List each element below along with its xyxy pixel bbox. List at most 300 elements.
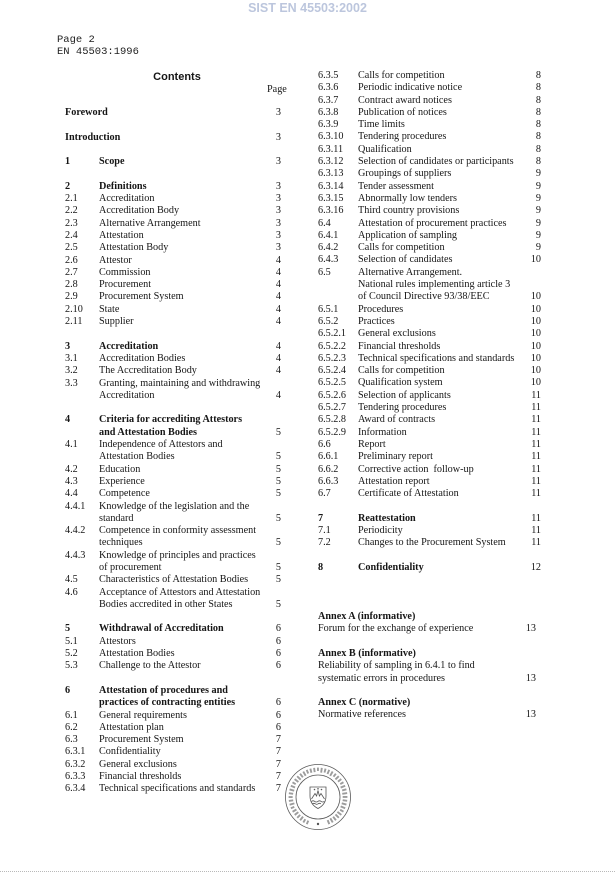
toc-entry-line — [318, 513, 541, 525]
seal-inner-ring — [296, 775, 340, 819]
page-number: 10 — [530, 352, 541, 364]
toc-subsection-entry — [65, 550, 281, 575]
toc-entry-line — [318, 365, 541, 377]
page-number: 9 — [535, 242, 541, 254]
subsection-number: 6.3.10 — [318, 131, 344, 143]
subsection-number: 5.3 — [65, 660, 78, 672]
seal-letter-mark — [342, 788, 347, 791]
page-number: 8 — [535, 82, 541, 94]
toc-entry-line — [318, 156, 541, 168]
toc-entry-line — [65, 316, 281, 328]
toc-entry-line — [318, 476, 541, 488]
page-number: 13 — [525, 623, 536, 635]
toc-entry-line — [65, 550, 281, 562]
toc-entry-line — [65, 107, 281, 119]
subsection-title: Groupings of suppliers — [358, 168, 452, 180]
subsection-title: Information — [358, 426, 407, 438]
toc-subsection-entry — [65, 525, 281, 550]
seal-letter-mark — [292, 782, 296, 785]
toc-section — [65, 156, 281, 168]
page-number: 8 — [535, 156, 541, 168]
annex-title: systematic errors in procedures — [318, 672, 446, 684]
toc-subsection-entry — [318, 181, 541, 193]
toc-entry-line — [65, 648, 281, 660]
subsection-title: General exclusions — [358, 328, 436, 340]
page-number: 8 — [535, 143, 541, 155]
section-title: Accreditation — [99, 340, 159, 352]
subsection-number: 4.4.2 — [65, 525, 86, 537]
section-title: practices of contracting entities — [99, 697, 236, 709]
seal-wave — [313, 803, 321, 804]
section-title: Foreword — [65, 107, 108, 118]
annex-title: Normative references — [318, 709, 406, 721]
page-number: 11 — [531, 463, 541, 475]
subsection-title: The Accreditation Body — [99, 365, 197, 377]
subsection-title: Selection of applicants — [358, 389, 451, 401]
toc-entry-line — [65, 562, 281, 574]
toc-subsection-entry — [65, 230, 281, 242]
toc-entry-line — [65, 476, 281, 488]
toc-entry-line — [65, 365, 281, 377]
page-number: 3 — [275, 205, 281, 217]
toc-subsection-entry — [318, 390, 541, 402]
page-number: 3 — [275, 180, 281, 192]
toc-section-heading — [65, 623, 281, 635]
toc-section — [318, 562, 541, 574]
subsection-number: 6.5.2.6 — [318, 389, 347, 401]
toc-subsection-entry — [65, 783, 281, 795]
toc-subsection-entry — [318, 439, 541, 451]
toc-subsection-entry — [318, 230, 541, 242]
page-number: 9 — [535, 205, 541, 217]
subsection-title: Attestation plan — [99, 721, 164, 733]
toc-entry-line — [65, 390, 281, 402]
seal-star — [321, 789, 323, 791]
toc-subsection-entry — [65, 255, 281, 267]
page-number: 5 — [275, 426, 281, 438]
annex-entry — [318, 697, 541, 722]
page-number: 11 — [531, 512, 541, 524]
subsection-title: Financial thresholds — [358, 340, 441, 352]
page-number: 11 — [531, 475, 541, 487]
section-title: Reattestation — [358, 512, 416, 524]
subsection-title: Corrective action follow-up — [358, 463, 474, 475]
seal-letter-mark — [299, 773, 303, 778]
subsection-title: standard — [99, 512, 134, 524]
toc-subsection-entry — [65, 353, 281, 365]
annex-title: Reliability of sampling in 6.4.1 to find — [318, 660, 475, 672]
subsection-title: Alternative Arrangement. — [358, 266, 463, 278]
subsection-number: 6.4.3 — [318, 254, 339, 266]
section-title: Definitions — [99, 180, 147, 192]
subsection-title: Practices — [358, 315, 395, 327]
seal-letter-mark — [324, 768, 327, 772]
page-number: 5 — [275, 537, 281, 549]
section-number: 3 — [65, 340, 71, 352]
toc-subsection-entry — [318, 316, 541, 328]
toc-section — [318, 513, 541, 550]
subsection-title: Procurement System — [99, 291, 184, 303]
toc-entry-line — [65, 636, 281, 648]
page-number: 3 — [275, 217, 281, 229]
toc-section-heading — [65, 414, 281, 439]
subsection-number: 2.6 — [65, 254, 78, 266]
annex-entry — [318, 611, 541, 636]
toc-entry-line — [318, 451, 541, 463]
toc-entry-line — [318, 648, 541, 660]
toc-entry-line — [65, 734, 281, 746]
toc-entry-line — [65, 464, 281, 476]
subsection-title: Calls for competition — [358, 70, 445, 81]
toc-entry-line — [318, 242, 541, 254]
page-number: 4 — [275, 279, 281, 291]
page-number: 11 — [531, 488, 541, 500]
toc-entry-line — [65, 525, 281, 537]
page-number: 4 — [275, 316, 281, 328]
subsection-title: Attestation Bodies — [99, 451, 175, 463]
seal-letter-mark — [299, 816, 303, 821]
subsection-title: Attestor — [99, 254, 132, 266]
seal-letter-mark — [340, 785, 345, 789]
subsection-number: 6.7 — [318, 488, 331, 500]
subsection-title: Time limits — [358, 119, 405, 131]
page-number: 6 — [275, 721, 281, 733]
subsection-number: 2.2 — [65, 205, 78, 217]
page-column-label: Page — [267, 84, 287, 95]
toc-entry-line — [318, 107, 541, 119]
toc-entry-line — [65, 722, 281, 734]
subsection-title: Certificate of Attestation — [358, 488, 459, 500]
subsection-title: of procurement — [99, 561, 162, 573]
subsection-number: 4.1 — [65, 439, 78, 451]
annex-title: Forum for the exchange of experience — [318, 623, 474, 635]
page-number: 7 — [275, 746, 281, 758]
subsection-number: 6.3.15 — [318, 192, 344, 204]
toc-subsection-entry — [318, 168, 541, 180]
page-number: 7 — [275, 758, 281, 770]
seal-letter-mark — [335, 814, 340, 819]
section-title: Confidentiality — [358, 561, 424, 573]
subsection-title: Preliminary report — [358, 451, 433, 463]
seal-star — [317, 788, 319, 790]
subsection-number: 6.5.2 — [318, 315, 339, 327]
section-title: Attestation of procedures and — [99, 684, 228, 696]
seal-letter-mark — [289, 796, 293, 798]
toc-entry-line — [318, 673, 541, 685]
subsection-number: 7.1 — [318, 524, 331, 536]
page-number: 4 — [275, 365, 281, 377]
subsection-title: Supplier — [99, 316, 134, 328]
page-number: 10 — [530, 328, 541, 340]
subsection-title: Publication of notices — [358, 106, 447, 118]
subsection-number: 6.5.2.1 — [318, 328, 347, 340]
page-number: 5 — [275, 561, 281, 573]
subsection-title: Competence — [99, 488, 150, 500]
seal-letter-mark — [292, 809, 297, 813]
section-number: 6 — [65, 684, 71, 696]
page-label: Page 2 — [57, 34, 95, 46]
subsection-title: Competence in conformity assessment — [99, 525, 257, 537]
seal-bottom-star — [317, 823, 319, 825]
subsection-number: 4.2 — [65, 463, 78, 475]
toc-entry-line — [65, 574, 281, 586]
toc-subsection-entry — [65, 218, 281, 230]
toc-subsection-entry — [65, 242, 281, 254]
toc-entry-line — [318, 377, 541, 389]
seal-letter-mark — [327, 820, 330, 825]
subsection-title: Characteristics of Attestation Bodies — [99, 574, 249, 586]
subsection-number: 6.2 — [65, 721, 78, 733]
page-number: 9 — [535, 180, 541, 192]
toc-entry-line — [65, 623, 281, 635]
seal-letter-mark — [337, 778, 341, 782]
toc-subsection-entry — [318, 341, 541, 353]
subsection-number: 6.3.5 — [318, 70, 339, 81]
page-number: 3 — [275, 193, 281, 205]
page-number: 8 — [535, 70, 541, 81]
subsection-title: Periodic indicative notice — [358, 82, 463, 94]
seal-letter-mark — [290, 806, 294, 809]
toc-entry-line — [65, 746, 281, 758]
toc-subsection-entry — [65, 267, 281, 279]
toc-subsection-entry — [318, 242, 541, 254]
seal-letter-mark — [309, 768, 312, 773]
toc-entry-line — [318, 304, 541, 316]
toc-subsection-entry — [318, 70, 541, 82]
subsection-number: 6.3.11 — [318, 143, 344, 155]
toc-entry-line — [318, 353, 541, 365]
subsection-number: 4.6 — [65, 586, 78, 598]
page-number: 3 — [275, 229, 281, 241]
toc-subsection-entry — [318, 82, 541, 94]
seal-letter-mark — [343, 799, 348, 801]
subsection-title: Abnormally low tenders — [358, 192, 458, 204]
toc-entry-line — [318, 168, 541, 180]
toc-entry-line — [318, 230, 541, 242]
page-number: 4 — [275, 266, 281, 278]
subsection-title: Third country provisions — [358, 205, 460, 217]
subsection-number: 2.5 — [65, 242, 78, 254]
toc-subsection-entry — [65, 464, 281, 476]
toc-section-heading — [65, 156, 281, 168]
section-number: 7 — [318, 512, 324, 524]
toc-entry-line — [318, 464, 541, 476]
subsection-number: 6.5.2.2 — [318, 340, 347, 352]
seal-letter-mark — [340, 805, 345, 809]
toc-entry-line — [65, 193, 281, 205]
page-number: 8 — [535, 106, 541, 118]
subsection-number: 6.3.2 — [65, 758, 86, 770]
subsection-title: Financial thresholds — [99, 771, 182, 783]
toc-entry-line — [318, 205, 541, 217]
seal-letter-mark — [289, 792, 294, 794]
page-number: 6 — [275, 697, 281, 709]
toc-entry-line — [65, 353, 281, 365]
subsection-title: Knowledge of principles and practices — [99, 549, 256, 561]
seal-letter-mark — [327, 769, 330, 774]
subsection-title: Attestation — [99, 229, 144, 241]
seal-letter-mark — [303, 819, 307, 823]
subsection-title: Granting, maintaining and withdrawing — [99, 377, 261, 389]
toc-section — [318, 70, 541, 500]
page-number: 8 — [535, 131, 541, 143]
subsection-number: 6.3.1 — [65, 746, 86, 758]
subsection-number: 6.3.3 — [65, 771, 86, 783]
subsection-title: Attestation report — [358, 475, 430, 487]
toc-section — [65, 181, 281, 329]
toc-subsection-entry — [318, 464, 541, 476]
toc-entry-line — [65, 132, 281, 144]
page-number: 4 — [275, 303, 281, 315]
toc-entry-line — [65, 759, 281, 771]
page-number: 10 — [530, 315, 541, 327]
toc-subsection-entry — [318, 414, 541, 426]
toc-entry-line — [65, 771, 281, 783]
toc-section-heading — [65, 132, 281, 144]
subsection-number: 6.4 — [318, 217, 331, 229]
toc-section-heading — [318, 513, 541, 525]
subsection-number: 6.3.4 — [65, 783, 86, 795]
toc-entry-line — [65, 439, 281, 451]
subsection-number: 6.3.7 — [318, 94, 339, 106]
page-number: 13 — [525, 709, 536, 721]
page-number: 8 — [535, 119, 541, 131]
page-number: 6 — [275, 623, 281, 635]
subsection-number: 6.5.2.8 — [318, 414, 347, 426]
toc-entry-line — [65, 599, 281, 611]
toc-subsection-entry — [318, 95, 541, 107]
toc-entry-line — [318, 82, 541, 94]
subsection-number: 6.3.9 — [318, 119, 339, 131]
subsection-number: 6.6.2 — [318, 463, 339, 475]
page-number: 6 — [275, 709, 281, 721]
toc-subsection-entry — [318, 451, 541, 463]
seal-letter-mark — [294, 778, 299, 782]
subsection-title: Challenge to the Attestor — [99, 660, 201, 672]
toc-entry-line — [65, 414, 281, 426]
subsection-title: Changes to the Procurement System — [358, 537, 506, 549]
seal-letter-mark — [337, 811, 342, 816]
page-number: 11 — [531, 414, 541, 426]
subsection-title: Knowledge of the legislation and the — [99, 500, 250, 512]
subsection-title: Attestation Bodies — [99, 648, 175, 660]
page-number: 3 — [275, 107, 281, 118]
toc-section — [65, 414, 281, 611]
subsection-title: State — [99, 303, 120, 315]
subsection-number: 2.4 — [65, 229, 78, 241]
toc-entry-line — [65, 710, 281, 722]
subsection-number: 2.10 — [65, 303, 83, 315]
toc-subsection-entry — [318, 328, 541, 340]
toc-entry-line — [318, 537, 541, 549]
page-number: 10 — [530, 303, 541, 315]
toc-subsection-entry — [65, 636, 281, 648]
subsection-number: 6.4.2 — [318, 242, 339, 254]
subsection-title: Technical specifications and standards — [358, 352, 515, 364]
page-number: 11 — [531, 389, 541, 401]
subsection-title: Procedures — [358, 303, 404, 315]
toc-entry-line — [318, 119, 541, 131]
subsection-title: Selection of candidates — [358, 254, 453, 266]
subsection-number: 5.2 — [65, 648, 78, 660]
toc-entry-line — [65, 427, 281, 439]
toc-entry-line — [65, 501, 281, 513]
toc-entry-line — [65, 537, 281, 549]
toc-subsection-entry — [65, 439, 281, 464]
subsection-title: techniques — [99, 537, 143, 549]
toc-entry-line — [318, 525, 541, 537]
subsection-number: 2.1 — [65, 193, 78, 205]
subsection-number: 6.6 — [318, 438, 331, 450]
toc-entry-line — [318, 402, 541, 414]
toc-subsection-entry — [318, 537, 541, 549]
toc-right-column — [318, 70, 541, 722]
toc-subsection-entry — [318, 488, 541, 500]
toc-subsection-entry — [65, 746, 281, 758]
page-number: 5 — [275, 574, 281, 586]
subsection-title: Commission — [99, 266, 151, 278]
subsection-title: Accreditation — [99, 389, 155, 401]
subsection-title: Attestation of procurement practices — [358, 217, 507, 229]
annex-label: Annex A (informative) — [318, 611, 416, 623]
page-number: 4 — [275, 389, 281, 401]
toc-subsection-entry — [318, 119, 541, 131]
subsection-number: 6.3.13 — [318, 168, 344, 180]
toc-entry-line — [318, 390, 541, 402]
subsection-number: 6.4.1 — [318, 229, 339, 241]
toc-subsection-entry — [318, 131, 541, 143]
toc-entry-line — [318, 181, 541, 193]
subsection-number: 6.3.6 — [318, 82, 339, 94]
page-number: 11 — [531, 402, 541, 414]
subsection-title: Accreditation — [99, 193, 155, 205]
subsection-number: 7.2 — [318, 537, 331, 549]
subsection-number: 2.9 — [65, 291, 78, 303]
toc-subsection-entry — [65, 476, 281, 488]
seal-letter-mark — [289, 802, 294, 805]
toc-entry-line — [318, 488, 541, 500]
page-number: 3 — [275, 156, 281, 168]
toc-subsection-entry — [318, 353, 541, 365]
toc-subsection-entry — [318, 476, 541, 488]
subsection-title: Tendering procedures — [358, 402, 447, 414]
subsection-number: 6.5 — [318, 266, 331, 278]
page-number: 9 — [535, 192, 541, 204]
page-number: 11 — [531, 438, 541, 450]
seal-star — [314, 789, 316, 791]
section-number: 4 — [65, 414, 71, 426]
subsection-title: Attestation Body — [99, 242, 169, 254]
section-title: Criteria for accrediting Attestors — [99, 414, 243, 426]
annex-entry — [318, 648, 541, 685]
toc-entry-line — [318, 623, 541, 635]
toc-subsection-entry — [318, 107, 541, 119]
seal-letter-mark — [306, 820, 309, 824]
page-number: 6 — [275, 660, 281, 672]
toc-subsection-entry — [318, 193, 541, 205]
seal-letter-mark — [340, 781, 344, 784]
toc-entry-line — [318, 70, 541, 82]
page-number: 3 — [275, 131, 281, 143]
subsection-number: 6.5.1 — [318, 303, 339, 315]
subsection-number: 2.3 — [65, 217, 78, 229]
subsection-number: 3.1 — [65, 352, 78, 364]
page-number: 10 — [530, 254, 541, 266]
subsection-number: 6.3.16 — [318, 205, 344, 217]
seal-letter-mark — [343, 796, 348, 798]
page-number: 5 — [275, 512, 281, 524]
page-number: 8 — [535, 94, 541, 106]
